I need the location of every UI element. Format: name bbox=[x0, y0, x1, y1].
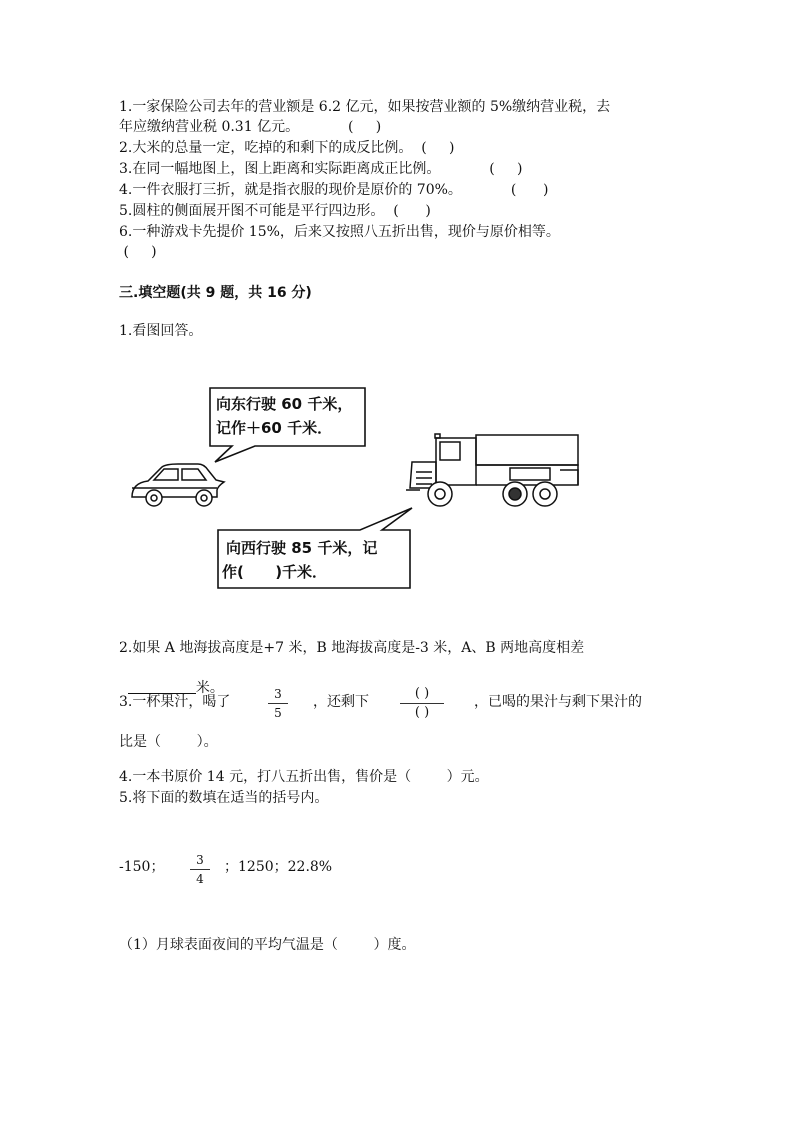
fill-q4: 4.一本书原价 14 元，打八五折出售，售价是（ ）元。 bbox=[119, 769, 489, 785]
truck-illustration bbox=[406, 434, 578, 506]
fraction-three-fifths bbox=[268, 686, 288, 721]
fraction-denominator: 4 bbox=[196, 872, 204, 886]
fill-q1-label: 1.看图回答。 bbox=[119, 323, 203, 339]
fill-q5: 5.将下面的数填在适当的括号内。 bbox=[119, 790, 329, 806]
judge-q1-line2: 年应缴纳营业税 0.31 亿元。 ( ) bbox=[119, 119, 382, 135]
car-illustration bbox=[132, 464, 224, 506]
judge-q6-line1: 6.一种游戏卡先提价 15%，后来又按照八五折出售，现价与原价相等。 bbox=[119, 224, 560, 240]
fill-q3-part3: ，已喝的果汁与剩下果汁的 bbox=[474, 694, 642, 710]
bubble-top-line1: 向东行驶 60 千米， bbox=[216, 395, 353, 413]
fill-q2-line1: 2.如果 A 地海拔高度是+7 米，B 地海拔高度是-3 米，A、B 两地高度相差 bbox=[119, 640, 585, 656]
fill-q5-numbers-rest: ；1250；22.8% bbox=[224, 859, 333, 875]
judge-q1-line1: 1.一家保险公司去年的营业额是 6.2 亿元，如果按营业额的 5%缴纳营业税，去 bbox=[119, 99, 611, 115]
bubble-bottom-line2: 作( )千米． bbox=[222, 563, 328, 581]
fraction-blank-denominator[interactable]: ( ) bbox=[414, 705, 430, 720]
fraction-blank[interactable] bbox=[400, 686, 444, 721]
fill-q5-number-1: -150； bbox=[119, 859, 165, 875]
fraction-blank-numerator[interactable]: ( ) bbox=[414, 686, 430, 701]
bubble-bottom-line1: 向西行驶 85 千米，记 bbox=[226, 539, 378, 557]
judge-q4: 4.一件衣服打三折，就是指衣服的现价是原价的 70%。 ( ) bbox=[119, 182, 549, 198]
vehicles-illustration bbox=[120, 380, 600, 600]
judge-q6-line2: ( ) bbox=[119, 244, 157, 260]
fraction-denominator: 5 bbox=[274, 706, 282, 720]
fill-q3-line2: 比是（ ）。 bbox=[119, 734, 218, 750]
fraction-three-quarters bbox=[190, 852, 210, 887]
section-heading: 三.填空题(共 9 题，共 16 分) bbox=[119, 285, 312, 301]
judge-q2: 2.大米的总量一定，吃掉的和剩下的成反比例。 ( ) bbox=[119, 140, 455, 156]
fraction-numerator: 3 bbox=[196, 853, 204, 867]
fill-q3-part1: 3.一杯果汁，喝了 bbox=[119, 694, 231, 710]
bubble-top-line2: 记作＋60 千米． bbox=[216, 419, 333, 437]
fill-q5-sub1: （1）月球表面夜间的平均气温是（ ）度。 bbox=[119, 937, 416, 953]
judge-q5: 5.圆柱的侧面展开图不可能是平行四边形。 ( ) bbox=[119, 203, 431, 219]
fill-q3-part2: ，还剩下 bbox=[313, 694, 369, 710]
fill-q2-unit: 米。 bbox=[195, 680, 224, 696]
fraction-numerator: 3 bbox=[274, 687, 282, 701]
judge-q3: 3.在同一幅地图上，图上距离和实际距离成正比例。 ( ) bbox=[119, 161, 523, 177]
